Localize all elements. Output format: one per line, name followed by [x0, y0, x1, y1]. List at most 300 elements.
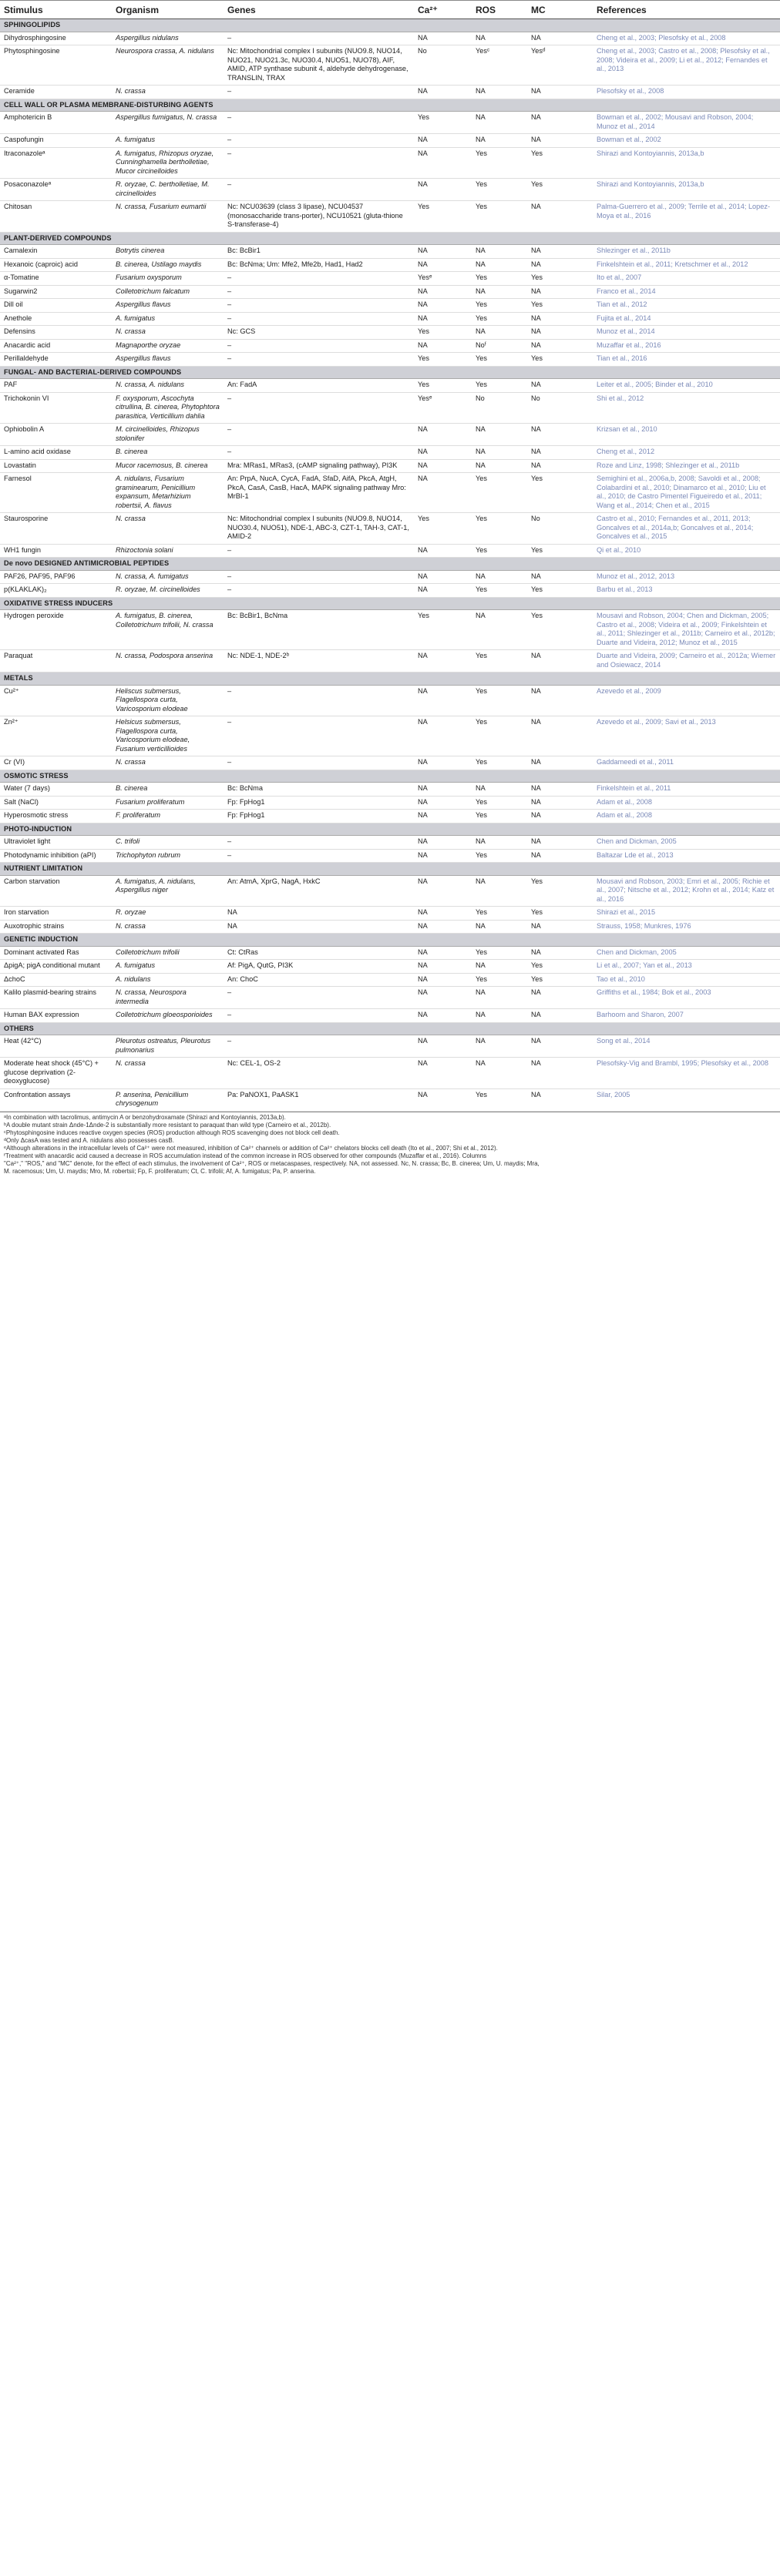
ros-cell: Yes: [472, 1088, 527, 1111]
ros-cell: Yes: [472, 685, 527, 716]
table-row: [0, 32, 780, 45]
ros-cell: Yes: [472, 379, 527, 393]
section-title: PHOTO-INDUCTION: [0, 823, 780, 836]
genes-cell: Ct: CtRas: [224, 946, 414, 960]
mc-cell: Yes: [527, 353, 593, 367]
section-header-row: [0, 597, 780, 610]
references-cell: Shirazi and Kontoyiannis, 2013a,b: [593, 179, 780, 201]
ros-cell: Yes: [472, 907, 527, 921]
stimulus-cell: Human BAX expression: [0, 1009, 112, 1023]
stimulus-cell: Anethole: [0, 312, 112, 326]
ros-cell: NA: [472, 570, 527, 584]
calcium-cell: NA: [414, 544, 472, 558]
genes-cell: –: [224, 446, 414, 460]
stimulus-cell: L-amino acid oxidase: [0, 446, 112, 460]
genes-cell: –: [224, 570, 414, 584]
ros-cell: NA: [472, 285, 527, 299]
table-row: [0, 610, 780, 650]
organism-cell: Botrytis cinerea: [112, 245, 224, 259]
stimulus-cell: Perillaldehyde: [0, 353, 112, 367]
table-row: [0, 473, 780, 513]
mc-cell: NA: [527, 32, 593, 45]
references-cell: Bowman et al., 2002; Mousavi and Robson, 2004; Munoz et al., 2014: [593, 112, 780, 134]
stimulus-cell: Amphotericin B: [0, 112, 112, 134]
organism-cell: Magnaporthe oryzae: [112, 339, 224, 353]
ros-cell: NA: [472, 875, 527, 907]
mc-cell: NA: [527, 245, 593, 259]
organism-cell: N. crassa, Podospora anserina: [112, 650, 224, 673]
section-title: De novo DESIGNED ANTIMICROBIAL PEPTIDES: [0, 558, 780, 571]
references-cell: Chen and Dickman, 2005: [593, 836, 780, 850]
ros-cell: Noᶠ: [472, 339, 527, 353]
mc-cell: Yes: [527, 299, 593, 313]
genes-cell: Fp: FpHog1: [224, 796, 414, 810]
stimulus-cell: Ceramide: [0, 86, 112, 99]
footnote: ᵇA double mutant strain Δnde-1Δnde-2 is substantially more resistant to paraquat than wild type (Carneiro et al., 2012b).: [4, 1121, 331, 1129]
table-row: [0, 1058, 780, 1089]
organism-cell: Aspergillus nidulans: [112, 32, 224, 45]
ros-cell: NA: [472, 987, 527, 1009]
references-cell: Cheng et al., 2003; Castro et al., 2008; Plesofsky et al., 2008; Videira et al., 2009; Li et al., 2012; Fernandes et al., 2013: [593, 45, 780, 86]
mc-cell: NA: [527, 285, 593, 299]
genes-cell: –: [224, 299, 414, 313]
references-cell: Krizsan et al., 2010: [593, 424, 780, 446]
mc-cell: Yes: [527, 960, 593, 974]
calcium-cell: Yesᵉ: [414, 392, 472, 424]
table-row: [0, 353, 780, 367]
calcium-cell: NA: [414, 1035, 472, 1058]
genes-cell: –: [224, 179, 414, 201]
genes-cell: Nc: CEL-1, OS-2: [224, 1058, 414, 1089]
mc-cell: NA: [527, 258, 593, 272]
stimulus-cell: Dominant activated Ras: [0, 946, 112, 960]
ros-cell: Yes: [472, 179, 527, 201]
references-cell: Qi et al., 2010: [593, 544, 780, 558]
calcium-cell: NA: [414, 424, 472, 446]
references-cell: Munoz et al., 2012, 2013: [593, 570, 780, 584]
references-cell: Barhoom and Sharon, 2007: [593, 1009, 780, 1023]
references-cell: Plesofsky et al., 2008: [593, 86, 780, 99]
genes-cell: –: [224, 392, 414, 424]
calcium-cell: NA: [414, 875, 472, 907]
organism-cell: Aspergillus flavus: [112, 299, 224, 313]
genes-cell: Bc: BcNma; Um: Mfe2, Mfe2b, Had1, Had2: [224, 258, 414, 272]
calcium-cell: NA: [414, 1009, 472, 1023]
mc-cell: Yes: [527, 875, 593, 907]
calcium-cell: NA: [414, 756, 472, 770]
genes-cell: Nc: GCS: [224, 326, 414, 340]
mc-cell: NA: [527, 379, 593, 393]
calcium-cell: NA: [414, 258, 472, 272]
organism-cell: A. fumigatus, B. cinerea, Colletotrichum trifolii, N. crassa: [112, 610, 224, 650]
organism-cell: Fusarium oxysporum: [112, 272, 224, 286]
stimulus-cell: Hydrogen peroxide: [0, 610, 112, 650]
calcium-cell: NA: [414, 783, 472, 797]
references-cell: Song et al., 2014: [593, 1035, 780, 1058]
references-cell: Adam et al., 2008: [593, 810, 780, 823]
ros-cell: Yes: [472, 299, 527, 313]
ros-cell: NA: [472, 326, 527, 340]
calcium-cell: Yes: [414, 513, 472, 545]
stimulus-cell: WH1 fungin: [0, 544, 112, 558]
stimulus-cell: Phytosphingosine: [0, 45, 112, 86]
footnote: ᶜPhytosphingosine induces reactive oxygen species (ROS) production although ROS scavenging does not block cell death.: [4, 1129, 340, 1136]
references-cell: Plesofsky-Vig and Brambl, 1995; Plesofsky et al., 2008: [593, 1058, 780, 1089]
genes-cell: –: [224, 86, 414, 99]
mc-cell: Yes: [527, 544, 593, 558]
organism-cell: Helsicus submersus, Flagellospora curta, Varicosporium elodeae, Fusarium verticillioides: [112, 716, 224, 756]
section-header-row: [0, 366, 780, 379]
organism-cell: N. crassa: [112, 1058, 224, 1089]
organism-cell: Colletotrichum gloeosporioides: [112, 1009, 224, 1023]
calcium-cell: NA: [414, 134, 472, 148]
stimulus-cell: PAF26, PAF95, PAF96: [0, 570, 112, 584]
ros-cell: NA: [472, 1035, 527, 1058]
table-row: [0, 272, 780, 286]
references-cell: Semighini et al., 2006a,b, 2008; Savoldi et al., 2008; Colabardini et al., 2010; Dinamarco et al., 2010; Liu et al., 2010; de Castro Pimentel Figueiredo et al., 2011; Wang et al., 2014; Chen et al., 2015: [593, 473, 780, 513]
calcium-cell: Yesᵉ: [414, 272, 472, 286]
references-cell: Duarte and Videira, 2009; Carneiro et al., 2012a; Wiemer and Osiewacz, 2014: [593, 650, 780, 673]
organism-cell: Aspergillus fumigatus, N. crassa: [112, 112, 224, 134]
table-row: [0, 245, 780, 259]
table-row: [0, 459, 780, 473]
section-header-row: [0, 770, 780, 783]
genes-cell: –: [224, 134, 414, 148]
mc-cell: NA: [527, 650, 593, 673]
calcium-cell: NA: [414, 473, 472, 513]
ros-cell: NA: [472, 86, 527, 99]
table-row: [0, 796, 780, 810]
mc-cell: NA: [527, 987, 593, 1009]
calcium-cell: Yes: [414, 326, 472, 340]
mc-cell: NA: [527, 716, 593, 756]
table-row: [0, 147, 780, 179]
ros-cell: Yes: [472, 312, 527, 326]
calcium-cell: NA: [414, 32, 472, 45]
table-row: [0, 907, 780, 921]
organism-cell: P. anserina, Penicillium chrysogenum: [112, 1088, 224, 1111]
organism-cell: R. oryzae, M. circinelloides: [112, 584, 224, 598]
mc-cell: NA: [527, 86, 593, 99]
section-title: FUNGAL- AND BACTERIAL-DERIVED COMPOUNDS: [0, 366, 780, 379]
table-row: [0, 446, 780, 460]
organism-cell: A. fumigatus: [112, 134, 224, 148]
table-row: [0, 685, 780, 716]
organism-cell: F. proliferatum: [112, 810, 224, 823]
genes-cell: Af: PigA, QutG, PI3K: [224, 960, 414, 974]
calcium-cell: NA: [414, 1058, 472, 1089]
references-cell: Finkelshtein et al., 2011: [593, 783, 780, 797]
genes-cell: –: [224, 584, 414, 598]
mc-cell: NA: [527, 112, 593, 134]
references-cell: Munoz et al., 2014: [593, 326, 780, 340]
ros-cell: NA: [472, 836, 527, 850]
organism-cell: N. crassa, Neurospora intermedia: [112, 987, 224, 1009]
genes-cell: Fp: FpHog1: [224, 810, 414, 823]
table-row: [0, 946, 780, 960]
calcium-cell: Yes: [414, 353, 472, 367]
mc-cell: NA: [527, 1009, 593, 1023]
calcium-cell: NA: [414, 570, 472, 584]
header-organism: Organism: [112, 1, 224, 19]
genes-cell: Nc: NCU03639 (class 3 lipase), NCU04537 (monosaccharide trans-porter), NCU10521 (gluta-thione S-transferase-4): [224, 201, 414, 233]
organism-cell: N. crassa: [112, 920, 224, 934]
organism-cell: N. crassa: [112, 86, 224, 99]
section-header-row: [0, 934, 780, 947]
stimulus-cell: Paraquat: [0, 650, 112, 673]
stimulus-cell: Farnesol: [0, 473, 112, 513]
organism-cell: Heliscus submersus, Flagellospora curta, Varicosporium elodeae: [112, 685, 224, 716]
organism-cell: N. crassa, A. nidulans: [112, 379, 224, 393]
references-cell: Shirazi and Kontoyiannis, 2013a,b: [593, 147, 780, 179]
stimulus-cell: Moderate heat shock (45°C) + glucose deprivation (2-deoxyglucose): [0, 1058, 112, 1089]
ros-cell: NA: [472, 134, 527, 148]
section-header-row: [0, 1022, 780, 1035]
genes-cell: –: [224, 716, 414, 756]
mc-cell: NA: [527, 1058, 593, 1089]
mc-cell: NA: [527, 1088, 593, 1111]
stimulus-cell: Hyperosmotic stress: [0, 810, 112, 823]
mc-cell: Yes: [527, 147, 593, 179]
mc-cell: NA: [527, 756, 593, 770]
stimulus-cell: Lovastatin: [0, 459, 112, 473]
organism-cell: Rhizoctonia solani: [112, 544, 224, 558]
ros-cell: NA: [472, 245, 527, 259]
table-row: [0, 836, 780, 850]
calcium-cell: NA: [414, 907, 472, 921]
organism-cell: Colletotrichum falcatum: [112, 285, 224, 299]
mc-cell: NA: [527, 201, 593, 233]
genes-cell: An: FadA: [224, 379, 414, 393]
genes-cell: NA: [224, 907, 414, 921]
table-row: [0, 783, 780, 797]
table-row: [0, 1088, 780, 1111]
ros-cell: Yes: [472, 473, 527, 513]
calcium-cell: Yes: [414, 379, 472, 393]
genes-cell: –: [224, 756, 414, 770]
genes-cell: Nc: Mitochondrial complex I subunits (NUO9.8, NUO14, NUO21, NUO21.3c, NUO30.4, NUO51, NUO78), AIF, AMID, ATP synthase subunit 4, aldehyde dehydrogenase, TRANSLIN, TRAX: [224, 45, 414, 86]
calcium-cell: NA: [414, 716, 472, 756]
calcium-cell: NA: [414, 147, 472, 179]
references-cell: Ito et al., 2007: [593, 272, 780, 286]
organism-cell: A. nidulans: [112, 973, 224, 987]
references-cell: Shi et al., 2012: [593, 392, 780, 424]
calcium-cell: NA: [414, 973, 472, 987]
calcium-cell: NA: [414, 796, 472, 810]
section-header-row: [0, 232, 780, 245]
calcium-cell: NA: [414, 285, 472, 299]
mc-cell: NA: [527, 339, 593, 353]
section-title: CELL WALL OR PLASMA MEMBRANE-DISTURBING AGENTS: [0, 99, 780, 112]
table-row: [0, 339, 780, 353]
mc-cell: NA: [527, 570, 593, 584]
section-title: METALS: [0, 673, 780, 686]
calcium-cell: NA: [414, 446, 472, 460]
table-row: [0, 86, 780, 99]
organism-cell: B. cinerea: [112, 446, 224, 460]
table-row: [0, 379, 780, 393]
organism-cell: Fusarium proliferatum: [112, 796, 224, 810]
mc-cell: NA: [527, 836, 593, 850]
stimulus-cell: α-Tomatine: [0, 272, 112, 286]
table-body: [0, 19, 780, 1112]
stimulus-cell: Carbon starvation: [0, 875, 112, 907]
table-row: [0, 179, 780, 201]
ros-cell: Yes: [472, 796, 527, 810]
references-cell: Tao et al., 2010: [593, 973, 780, 987]
mc-cell: NA: [527, 326, 593, 340]
organism-cell: N. crassa: [112, 756, 224, 770]
stimulus-cell: Ultraviolet light: [0, 836, 112, 850]
mc-cell: NA: [527, 920, 593, 934]
calcium-cell: Yes: [414, 112, 472, 134]
calcium-cell: NA: [414, 920, 472, 934]
organism-cell: N. crassa: [112, 513, 224, 545]
references-cell: Cheng et al., 2003; Plesofsky et al., 2008: [593, 32, 780, 45]
calcium-cell: NA: [414, 86, 472, 99]
genes-cell: –: [224, 147, 414, 179]
ros-cell: NA: [472, 459, 527, 473]
references-cell: Shlezinger et al., 2011b: [593, 245, 780, 259]
ros-cell: Yes: [472, 810, 527, 823]
table-row: [0, 987, 780, 1009]
stimulus-cell: Trichokonin VI: [0, 392, 112, 424]
stimulus-cell: Confrontation assays: [0, 1088, 112, 1111]
section-title: OXIDATIVE STRESS INDUCERS: [0, 597, 780, 610]
ros-cell: Yes: [472, 513, 527, 545]
genes-cell: –: [224, 285, 414, 299]
ros-cell: Yes: [472, 353, 527, 367]
references-cell: Azevedo et al., 2009: [593, 685, 780, 716]
header-ros: ROS: [472, 1, 527, 19]
stimulus-cell: ΔchoC: [0, 973, 112, 987]
calcium-cell: NA: [414, 810, 472, 823]
references-cell: Mousavi and Robson, 2003; Emri et al., 2005; Richie et al., 2007; Nitsche et al., 2012; Krohn et al., 2014; Katz et al., 2016: [593, 875, 780, 907]
mc-cell: NA: [527, 783, 593, 797]
mc-cell: NA: [527, 1035, 593, 1058]
calcium-cell: Yes: [414, 610, 472, 650]
header-row: [0, 1, 780, 19]
organism-cell: Pleurotus ostreatus, Pleurotus pulmonarius: [112, 1035, 224, 1058]
section-header-row: [0, 823, 780, 836]
references-cell: Bowman et al., 2002: [593, 134, 780, 148]
ros-cell: No: [472, 392, 527, 424]
genes-cell: Nc: NDE-1, NDE-2ᵇ: [224, 650, 414, 673]
calcium-cell: NA: [414, 459, 472, 473]
genes-cell: Bc: BcBir1, BcNma: [224, 610, 414, 650]
genes-cell: –: [224, 685, 414, 716]
genes-cell: Bc: BcBir1: [224, 245, 414, 259]
section-title: OTHERS: [0, 1022, 780, 1035]
ros-cell: Yes: [472, 716, 527, 756]
references-cell: Finkelshtein et al., 2011; Kretschmer et al., 2012: [593, 258, 780, 272]
references-cell: Barbu et al., 2013: [593, 584, 780, 598]
section-header-row: [0, 863, 780, 876]
ros-cell: Yes: [472, 650, 527, 673]
table-row: [0, 1009, 780, 1023]
ros-cell: NA: [472, 112, 527, 134]
footnote: ᶠTreatment with anacardic acid caused a decrease in ROS accumulation instead of the common increase in ROS observed for other compounds (Muzaffar et al., 2016). Columns: [4, 1152, 487, 1159]
section-title: SPHINGOLIPIDS: [0, 19, 780, 32]
stimulus-cell: p(KLAKLAK)₂: [0, 584, 112, 598]
organism-cell: N. crassa: [112, 326, 224, 340]
header-references: References: [593, 1, 780, 19]
genes-cell: An: PrpA, NucA, CycA, FadA, SfaD, AifA, PkcA, AtgH, PkcA, CasA, CasB, HacA, MAPK signaling pathway Mro: MrBI-1: [224, 473, 414, 513]
genes-cell: –: [224, 112, 414, 134]
genes-cell: –: [224, 836, 414, 850]
stimuli-table: [0, 0, 780, 1112]
table-row: [0, 513, 780, 545]
table-row: [0, 1035, 780, 1058]
mc-cell: NA: [527, 685, 593, 716]
ros-cell: NA: [472, 1058, 527, 1089]
genes-cell: –: [224, 544, 414, 558]
section-title: GENETIC INDUCTION: [0, 934, 780, 947]
stimulus-cell: Ophiobolin A: [0, 424, 112, 446]
ros-cell: NA: [472, 424, 527, 446]
genes-cell: –: [224, 987, 414, 1009]
references-cell: Tian et al., 2012: [593, 299, 780, 313]
table-row: [0, 570, 780, 584]
mc-cell: NA: [527, 796, 593, 810]
table-row: [0, 134, 780, 148]
ros-cell: NA: [472, 446, 527, 460]
ros-cell: Yes: [472, 973, 527, 987]
mc-cell: Yes: [527, 473, 593, 513]
stimulus-cell: Staurosporine: [0, 513, 112, 545]
organism-cell: N. crassa, Fusarium eumartii: [112, 201, 224, 233]
stimulus-cell: Defensins: [0, 326, 112, 340]
organism-cell: B. cinerea, Ustilago maydis: [112, 258, 224, 272]
stimulus-cell: Caspofungin: [0, 134, 112, 148]
genes-cell: –: [224, 272, 414, 286]
genes-cell: –: [224, 339, 414, 353]
mc-cell: Yes: [527, 584, 593, 598]
stimulus-cell: Cr (VI): [0, 756, 112, 770]
table-row: [0, 650, 780, 673]
references-cell: Chen and Dickman, 2005: [593, 946, 780, 960]
references-cell: Castro et al., 2010; Fernandes et al., 2011, 2013; Goncalves et al., 2014a,b; Goncalves et al., 2014; Goncalves et al., 2015: [593, 513, 780, 545]
footnote: ᵉAlthough alterations in the intracellular levels of Ca²⁺ were not measured, inhibition of Ca²⁺ channels or addition of Ca²⁺ chelators blocks cell death (Ito et al., 2007; Shi et al., 2012).: [4, 1144, 498, 1152]
section-title: NUTRIENT LIMITATION: [0, 863, 780, 876]
table-row: [0, 312, 780, 326]
ros-cell: Yes: [472, 201, 527, 233]
genes-cell: –: [224, 1009, 414, 1023]
organism-cell: N. crassa, A. fumigatus: [112, 570, 224, 584]
organism-cell: A. fumigatus: [112, 312, 224, 326]
references-cell: Mousavi and Robson, 2004; Chen and Dickman, 2005; Castro et al., 2008; Videira et al., 2009; Finkelshtein et al., 2011; Shlezinger et al., 2011b; Carneiro et al., 2012b; Duarte and Videira, 2012; Munoz et al., 2015: [593, 610, 780, 650]
ros-cell: NA: [472, 32, 527, 45]
ros-cell: NA: [472, 258, 527, 272]
ros-cell: Yes: [472, 147, 527, 179]
mc-cell: NA: [527, 446, 593, 460]
mc-cell: Yes: [527, 907, 593, 921]
table-row: [0, 960, 780, 974]
ros-cell: NA: [472, 610, 527, 650]
table-row: [0, 973, 780, 987]
table-row: [0, 326, 780, 340]
organism-cell: A. nidulans, Fusarium graminearum, Penicillium expansum, Metarhizium robertsii, A. flavus: [112, 473, 224, 513]
calcium-cell: Yes: [414, 201, 472, 233]
table-row: [0, 544, 780, 558]
ros-cell: Yes: [472, 849, 527, 863]
references-cell: Cheng et al., 2012: [593, 446, 780, 460]
references-cell: Azevedo et al., 2009; Savi et al., 2013: [593, 716, 780, 756]
organism-cell: Colletotrichum trifolii: [112, 946, 224, 960]
calcium-cell: NA: [414, 650, 472, 673]
section-header-row: [0, 99, 780, 112]
genes-cell: –: [224, 424, 414, 446]
